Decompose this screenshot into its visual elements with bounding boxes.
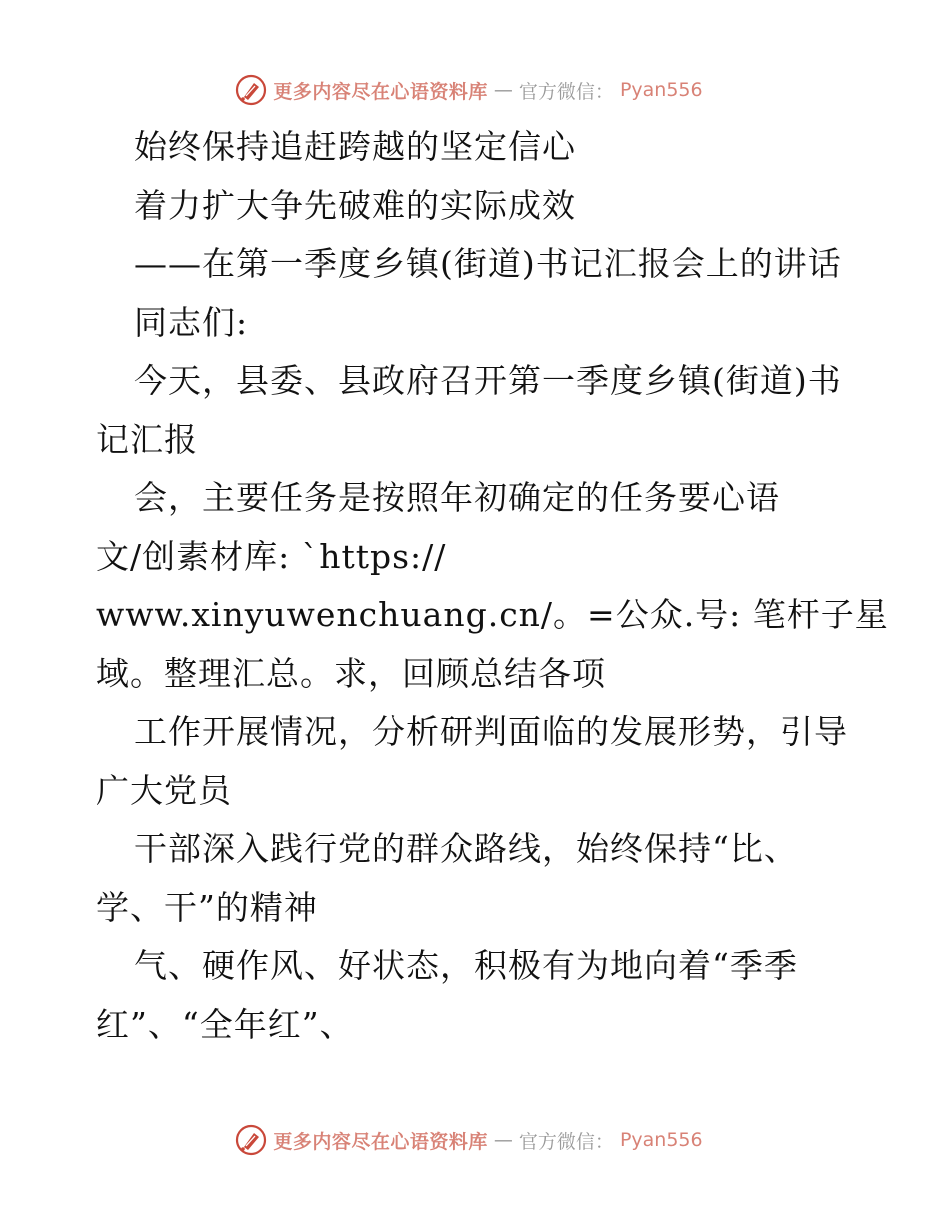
paragraph-line: 干部深入践行党的群众路线，始终保持“比、 xyxy=(134,829,798,868)
paragraph-line: 域。整理汇总。求，回顾总结各项 xyxy=(96,653,606,693)
document-subtitle: ——在第一季度乡镇(街道)书记汇报会上的讲话 xyxy=(134,244,842,283)
header-watermark-banner xyxy=(0,68,950,112)
header-separator: — xyxy=(493,79,513,101)
pen-nib-logo-icon xyxy=(235,74,267,106)
paragraph-line-url: www.xinyuwenchuang.cn/。=公众.号: 笔杆子星 xyxy=(96,595,889,634)
paragraph-line: 记汇报 xyxy=(96,419,198,459)
footer-wechat-label: 官方微信： xyxy=(518,1130,614,1153)
footer-watermark-banner xyxy=(0,1118,950,1162)
paragraph-line: 气、硬作风、好状态，积极有为地向着“季季 xyxy=(134,946,798,985)
header-wechat-label: 官方微信： xyxy=(518,80,614,103)
document-title-line-2: 着力扩大争先破难的实际成效 xyxy=(134,185,576,225)
paragraph-line: 今天，县委、县政府召开第一季度乡镇(街道)书 xyxy=(134,361,842,400)
paragraph-line: 学、干”的精神 xyxy=(96,887,318,927)
document-title-line-1: 始终保持追赶跨越的坚定信心 xyxy=(134,127,576,166)
salutation: 同志们: xyxy=(134,302,249,342)
header-wechat-id: Pyan556 xyxy=(619,79,703,101)
footer-wechat-id: Pyan556 xyxy=(619,1129,703,1151)
paragraph-line: 工作开展情况，分析研判面临的发展形势，引导 xyxy=(134,712,848,751)
footer-separator: — xyxy=(493,1129,513,1151)
footer-watermark-group xyxy=(235,1124,702,1156)
document-body xyxy=(96,118,889,1054)
pen-nib-logo-icon xyxy=(235,1124,267,1156)
paragraph-line: 广大党员 xyxy=(96,770,232,810)
paragraph-line: 会，主要任务是按照年初确定的任务要心语 xyxy=(134,478,780,517)
paragraph-line: 红”、“全年红”、 xyxy=(96,1004,354,1044)
footer-site-text: 更多内容尽在心语资料库 xyxy=(273,1130,488,1153)
paragraph-line: 文/创素材库: `https:// xyxy=(96,536,447,576)
header-watermark-group xyxy=(235,74,702,106)
header-site-text: 更多内容尽在心语资料库 xyxy=(273,80,488,103)
